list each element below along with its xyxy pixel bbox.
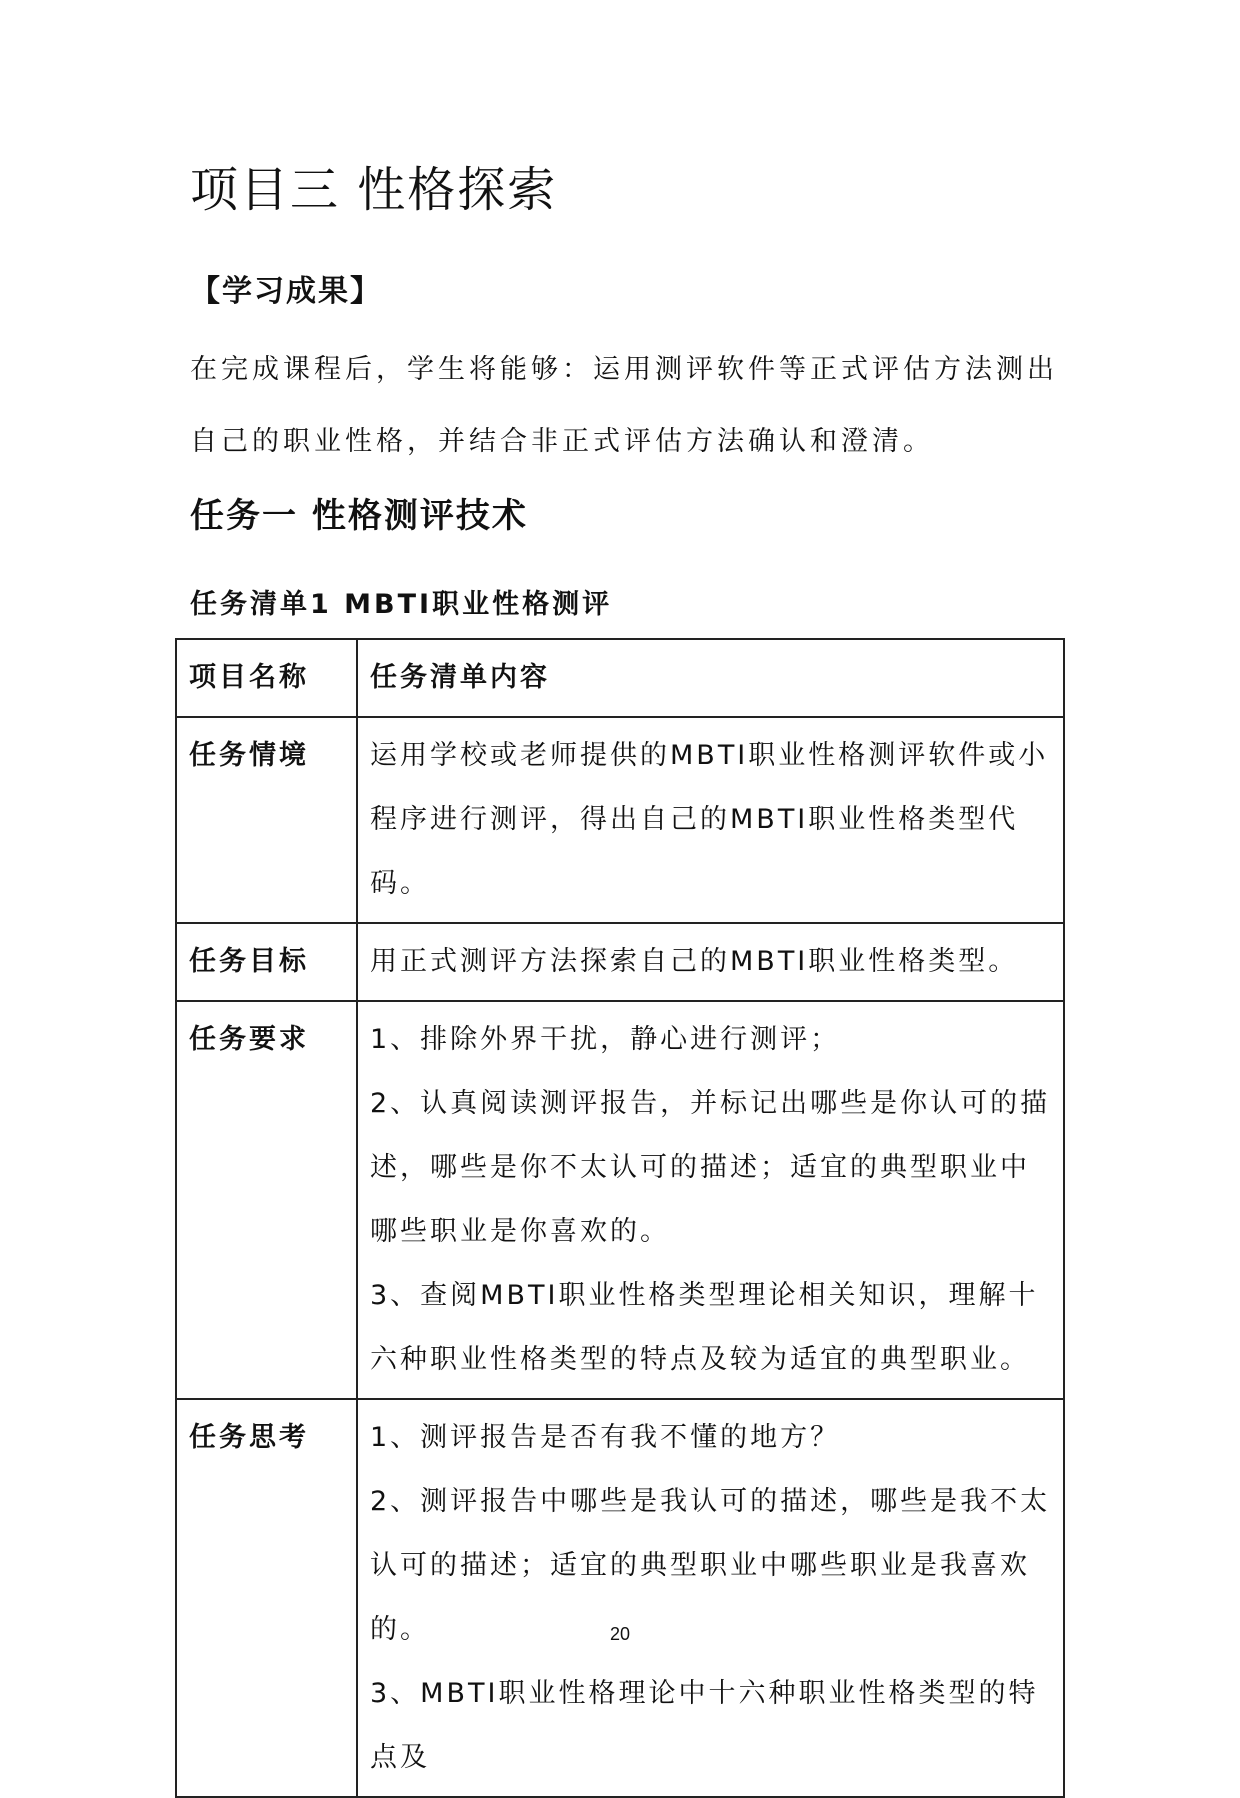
row-paragraph: 2、测评报告中哪些是我认可的描述，哪些是我不太认可的描述；适宜的典型职业中哪些职业是我喜欢的。 xyxy=(370,1486,1051,1645)
task-title: 任务一 性格测评技术 xyxy=(190,496,528,536)
row-paragraph: 3、MBTI职业性格理论中十六种职业性格类型的特点及 xyxy=(370,1678,1039,1773)
row-name-cell: 任务要求 xyxy=(176,1001,357,1399)
row-content-cell xyxy=(357,717,1064,923)
page-title: 项目三 性格探索 xyxy=(190,162,558,218)
row-paragraph: 1、测评报告是否有我不懂的地方？ xyxy=(370,1422,841,1453)
row-content-cell xyxy=(357,923,1064,1001)
row-paragraph: 1、排除外界干扰，静心进行测评； xyxy=(370,1024,841,1055)
row-name-cell: 任务目标 xyxy=(176,923,357,1001)
table-row xyxy=(176,717,1064,923)
table-row xyxy=(176,1001,1064,1399)
row-paragraph: 3、查阅MBTI职业性格类型理论相关知识，理解十六种职业性格类型的特点及较为适宜的典型职业。 xyxy=(370,1280,1039,1375)
page-number: 20 xyxy=(609,1624,631,1644)
row-paragraph: 用正式测评方法探索自己的MBTI职业性格类型。 xyxy=(370,946,1019,977)
row-content-cell xyxy=(357,1001,1064,1399)
row-name-cell: 任务思考 xyxy=(176,1399,357,1797)
table-caption: 任务清单1 MBTI职业性格测评 xyxy=(190,589,613,620)
table-header-name-cell: 项目名称 xyxy=(176,639,357,717)
learning-outcome-label: 【学习成果】 xyxy=(190,274,382,309)
table-header-row xyxy=(176,639,1064,717)
row-name-cell: 任务情境 xyxy=(176,717,357,923)
table-row xyxy=(176,923,1064,1001)
row-paragraph: 2、认真阅读测评报告，并标记出哪些是你认可的描述，哪些是你不太认可的描述；适宜的典型职业中哪些职业是你喜欢的。 xyxy=(370,1088,1051,1247)
learning-outcome-text: 在完成课程后，学生将能够：运用测评软件等正式评估方法测出自己的职业性格，并结合非正式评估方法确认和澄清。 xyxy=(190,354,1058,457)
row-paragraph: 运用学校或老师提供的MBTI职业性格测评软件或小程序进行测评，得出自己的MBTI职业性格类型代码。 xyxy=(370,740,1049,899)
row-content-cell xyxy=(357,1399,1064,1797)
table-row xyxy=(176,1399,1064,1797)
table-header-content-cell: 任务清单内容 xyxy=(357,639,1064,717)
